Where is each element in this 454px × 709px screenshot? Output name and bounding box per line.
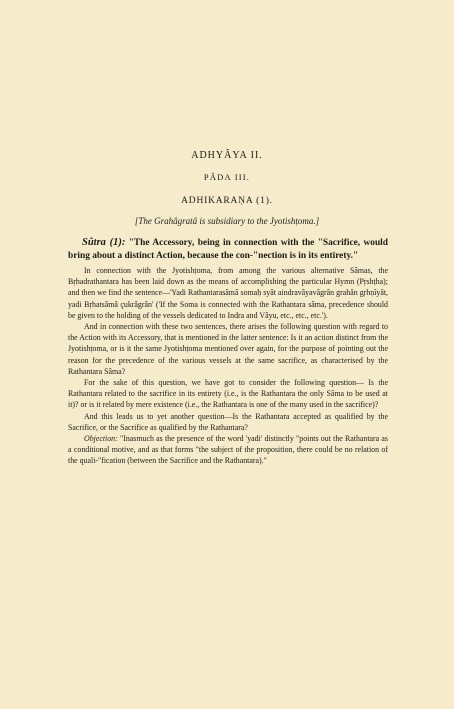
- paragraph-2: And in connection with these two sentences, there arises the following question with regard to the Action with its Accessory, that is mentioned in the latter sentence: Is it an action distinct from the Jyotishṭoma, or is it the same Jyotishṭoma mentioned over again, for the purpose of pointing out the reason for the precedence of the various vessels at the same sacrifice, as characterised by the Rathantara Sâma?: [68, 322, 388, 376]
- sutra-paragraph: [68, 237, 388, 262]
- topic-note: [The Grahâgratâ is subsidiary to the Jyotishṭoma.]: [134, 216, 320, 226]
- adhikarana-heading: ADHIKARAṆA (1).: [181, 196, 273, 206]
- paragraph-4: And this leads us to yet another question—Is the Rathantara accepted as qualified by the Sacrifice, or the Sacrifice as qualified by the Rathantara?: [68, 411, 388, 432]
- sutra-text: "The Accessory, being in connection with the "Sacrifice, would bring about a distinct Action, because the con-"nection is in its entirety.": [68, 238, 388, 261]
- pada-heading: PÂDA III.: [203, 172, 251, 182]
- paragraph-1: In connection with the Jyotishṭoma, from among the various alternative Sâmas, the Bṛhadrathantara has been laid down as the means of accomplishing the particular Hymn (Pṛshṭha); and then we find the sentence—'Yadi Rathantarasâmâ somaḥ syât aindravâyavâgrân grahân gṛhṇîyât, yadi Bṛhatsâmâ çukrâgrân' ('If the Soma is connected with the Rathantara sâma, precedence should be given to the holding of the vessels dedicated to Indra and Vâyu, etc., etc., etc.').: [68, 266, 388, 320]
- objection-label: Objection:: [84, 434, 118, 444]
- sutra-label: Sûtra (1):: [82, 237, 126, 248]
- paragraph-3: For the sake of this question, we have got to consider the following question— Is the Rathantara related to the sacrifice in its entirety (i.e., is the Rathantara the only Sâma to be used at it)? or is it related by mere existence (i.e., the Rathantara is one of the many used in the sacrifice)?: [68, 378, 388, 410]
- chapter-heading: ADHYÂYA II.: [191, 150, 263, 161]
- body-text: [68, 237, 388, 467]
- objection-paragraph: [68, 433, 388, 467]
- objection-text: "Inasmuch as the presence of the word 'yadi' distinctly "points out the Rathantara as a conditional motive, and as that forms "the subject of the proposition, there could be no relation of the quali-"fication (between the Sacrifice and the Rathantara).": [68, 434, 388, 466]
